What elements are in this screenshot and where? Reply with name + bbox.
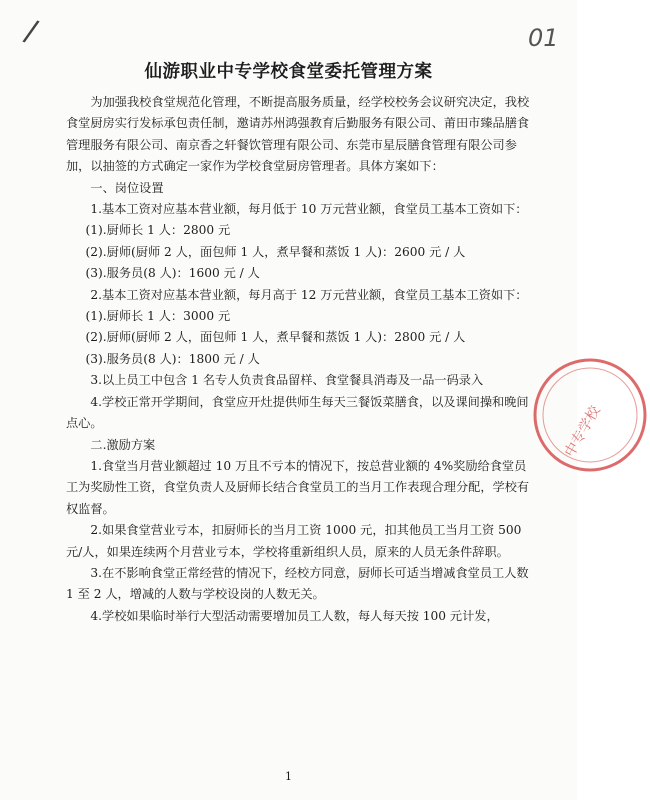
page-number: 1 <box>285 770 292 783</box>
section-2-item-2: 2.如果食堂营业亏本，扣厨师长的当月工资 1000 元，扣其他员工当月工资 500 元/人，如果连续两个月营业亏本，学校将重新组织人员，原来的人员无条件辞职。 <box>66 523 522 559</box>
section-1-item-1: 1.基本工资对应基本营业额，每月低于 10 万元营业额，食堂员工基本工资如下： <box>90 202 528 217</box>
section-2-heading: 二.激励方案 <box>90 437 156 452</box>
section-1-item-1-line: (2).厨师(厨师 2 人，面包师 1 人，煮早餐和蒸饭 1 人)：2600 元 / 人 <box>85 244 466 259</box>
document-title: 仙游职业中专学校食堂委托管理方案 <box>144 62 433 82</box>
section-1-heading: 一、岗位设置 <box>90 180 164 195</box>
official-seal-stamp <box>530 355 650 475</box>
document-body <box>66 92 532 627</box>
section-1-item-2-line: (3).服务员(8 人)：1800 元 / 人 <box>85 351 260 366</box>
section-1-item-2: 2.基本工资对应基本营业额，每月高于 12 万元营业额，食堂员工基本工资如下： <box>90 287 528 302</box>
intro-paragraph: 为加强我校食堂规范化管理，不断提高服务质量，经学校校务会议研究决定，我校食堂厨房实行发标承包责任制，邀请苏州鸿强教育后勤服务有限公司、莆田市臻品膳食管理服务有限公司、南京香之轩餐饮管理有限公司、东莞市星辰膳食管理有限公司参加，以抽签的方式确定一家作为学校食堂厨房管理者。具体方案如下： <box>66 95 530 174</box>
handwritten-page-number: 01 <box>528 24 559 52</box>
section-1-item-2-line: (2).厨师(厨师 2 人，面包师 1 人，煮早餐和蒸饭 1 人)：2800 元 / 人 <box>85 330 466 345</box>
svg-text:中专学校: 中专学校 <box>561 403 604 460</box>
section-1-item-4: 4.学校正常开学期间，食堂应开灶提供师生每天三餐饭菜膳食，以及课间操和晚间点心。 <box>66 394 529 431</box>
section-1-item-2-line: (1).厨师长 1 人：3000 元 <box>85 309 231 324</box>
section-1-item-3: 3.以上员工中包含 1 名专人负责食品留样、食堂餐具消毒及一品一码录入 <box>90 373 484 388</box>
section-2-item-1: 1.食堂当月营业额超过 10 万且不亏本的情况下，按总营业额的 4%奖励给食堂员工为奖励性工资，食堂负责人及厨师长结合食堂员工的当月工作表现合理分配，学校有权监督。 <box>66 458 530 516</box>
section-1-item-1-line: (3).服务员(8 人)：1600 元 / 人 <box>85 266 260 281</box>
handwritten-slash: / <box>20 13 42 50</box>
section-1-item-1-line: (1).厨师长 1 人：2800 元 <box>85 223 231 238</box>
section-2-item-4: 4.学校如果临时举行大型活动需要增加员工人数，每人每天按 100 元计发， <box>90 608 499 623</box>
section-2-item-3: 3.在不影响食堂正常经营的情况下，经校方同意，厨师长可适当增减食堂员工人数 1 至 2 人，增减的人数与学校设岗的人数无关。 <box>66 565 529 602</box>
